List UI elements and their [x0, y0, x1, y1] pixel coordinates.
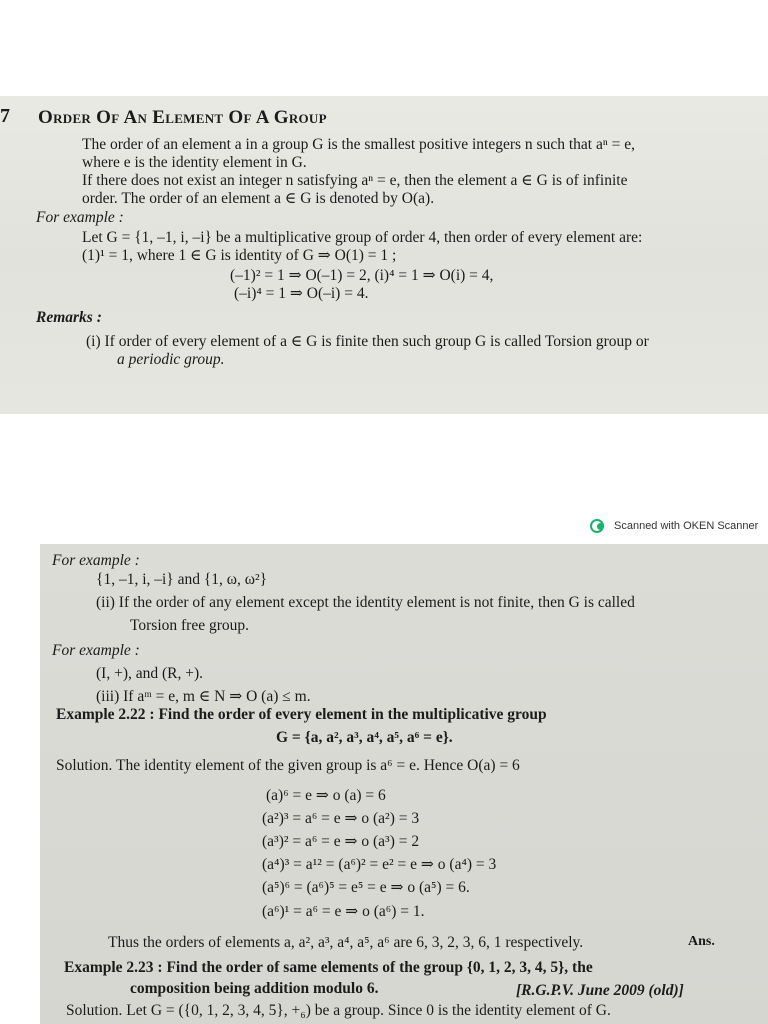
example-2-23-heading: Example 2.23 : Find the order of same elements of the group {0, 1, 2, 3, 4, 5}, the	[64, 959, 593, 976]
example-line-2: (1)¹ = 1, where 1 ∈ G is identity of G ⇒ O(1) = 1 ;	[82, 247, 397, 264]
remark-ii-line-2: Torsion free group.	[130, 617, 250, 634]
section-title: Order Of An Element Of A Group	[38, 107, 327, 128]
example-equation-1: (–1)² = 1 ⇒ O(–1) = 2, (i)⁴ = 1 ⇒ O(i) = 4,	[230, 267, 494, 284]
scanner-label: Scanned with OKEN Scanner	[614, 520, 759, 532]
solution-step-1: (a)⁶ = e ⇒ o (a) = 6	[266, 787, 386, 804]
oken-scanner-logo-icon	[590, 518, 608, 534]
example-2-23-solution: Solution. Let G = ({0, 1, 2, 3, 4, 5}, +₆) be a group. Since 0 is the identity element of G.	[66, 1002, 611, 1019]
exam-citation: [R.G.P.V. June 2009 (old)]	[516, 982, 684, 999]
definition-line-2: where e is the identity element in G.	[82, 154, 307, 171]
example-2-22-heading: Example 2.22 : Find the order of every element in the multiplicative group	[56, 706, 547, 723]
definition-line-1: The order of an element a in a group G is the smallest positive integers n such that aⁿ = e,	[82, 136, 635, 153]
for-example-label-2: For example :	[52, 552, 140, 569]
scanned-page-top	[0, 96, 768, 414]
section-number: 7	[0, 105, 10, 127]
remark-iii: (iii) If aᵐ = e, m ∈ N ⇒ O (a) ≤ m.	[96, 688, 311, 705]
solution-intro: Solution. The identity element of the given group is a⁶ = e. Hence O(a) = 6	[56, 757, 520, 774]
remarks-heading: Remarks :	[36, 309, 102, 326]
solution-step-4: (a⁴)³ = a¹² = (a⁶)² = e² = e ⇒ o (a⁴) = 3	[262, 856, 497, 873]
for-example-label-3: For example :	[52, 642, 140, 659]
example-sets: {1, –1, i, –i} and {1, ω, ω²}	[96, 571, 268, 588]
solution-conclusion: Thus the orders of elements a, a², a³, a⁴, a⁵, a⁶ are 6, 3, 2, 3, 6, 1 respectively.	[108, 934, 584, 951]
answer-mark: Ans.	[688, 934, 715, 949]
example-groups: (I, +), and (R, +).	[96, 665, 204, 682]
scanned-page-bottom	[40, 544, 768, 1024]
example-2-23-line-2: composition being addition modulo 6.	[130, 980, 379, 997]
solution-step-6: (a⁶)¹ = a⁶ = e ⇒ o (a⁶) = 1.	[262, 903, 425, 920]
remark-i-line-2: a periodic group.	[117, 351, 225, 368]
definition-line-4: order. The order of an element a ∈ G is denoted by O(a).	[82, 190, 435, 207]
remark-ii-line-1: (ii) If the order of any element except the identity element is not finite, then G is called	[96, 594, 635, 611]
scanner-watermark	[590, 517, 758, 535]
solution-step-5: (a⁵)⁶ = (a⁶)⁵ = e⁵ = e ⇒ o (a⁵) = 6.	[262, 879, 470, 896]
definition-line-3: If there does not exist an integer n satisfying aⁿ = e, then the element a ∈ G is of infinite	[82, 172, 628, 189]
example-line-1: Let G = {1, –1, i, –i} be a multiplicative group of order 4, then order of every element are:	[82, 229, 643, 246]
solution-step-3: (a³)² = a⁶ = e ⇒ o (a³) = 2	[262, 833, 420, 850]
example-2-22-group: G = {a, a², a³, a⁴, a⁵, a⁶ = e}.	[276, 729, 453, 746]
solution-step-2: (a²)³ = a⁶ = e ⇒ o (a²) = 3	[262, 810, 420, 827]
example-equation-2: (–i)⁴ = 1 ⇒ O(–i) = 4.	[234, 285, 369, 302]
for-example-label: For example :	[36, 209, 124, 226]
remark-i-line-1: (i) If order of every element of a ∈ G is finite then such group G is called Torsion group or	[86, 333, 649, 350]
